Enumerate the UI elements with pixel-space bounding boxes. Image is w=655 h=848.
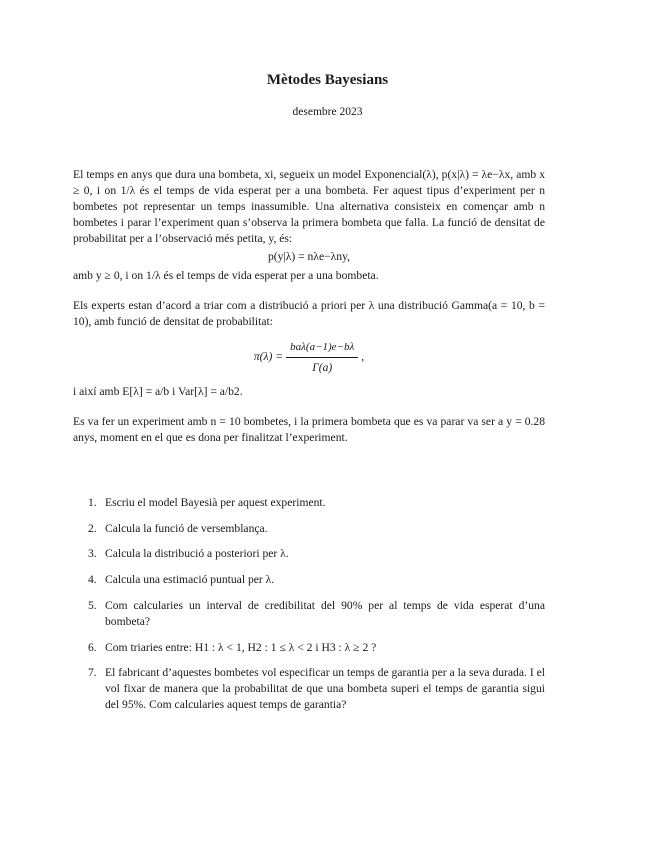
- list-item: [88, 598, 545, 630]
- experiment-paragraph: Es va fer un experiment amb n = 10 bombetes, i la primera bombeta que es va parar va ser a y = 0.28 anys, moment en el que es dona per finalitzat l’experiment.: [73, 415, 545, 445]
- list-item: [88, 521, 545, 537]
- prior-density-numerator: baλ(a−1)e−bλ: [286, 339, 358, 358]
- question-number: 4.: [88, 573, 97, 587]
- question-text: Calcula la funció de versemblança.: [105, 521, 268, 535]
- question-text: Escriu el model Bayesià per aquest experiment.: [105, 496, 326, 509]
- support-paragraph: amb y ≥ 0, i on 1/λ és el temps de vida esperat per a una bombeta.: [73, 268, 379, 282]
- question-number: 2.: [88, 521, 97, 535]
- question-text: Com triaries entre: H1 : λ < 1, H2 : 1 ≤ λ < 2 i H3 : λ ≥ 2 ?: [105, 640, 377, 654]
- question-text: El fabricant d’aquestes bombetes vol especificar un temps de garantia per a la seva durada. I el vol fixar de manera que la probabilitat de que una bombeta superi el temps de garantia sigui del 95%. Com calcularies aquest temps de garantia?: [105, 666, 545, 712]
- question-text: Calcula la distribució a posteriori per λ.: [105, 547, 289, 561]
- prior-density-lhs: π(λ) =: [253, 350, 284, 364]
- question-number: 7.: [88, 666, 97, 680]
- prior-moments-paragraph: i així amb E[λ] = a/b i Var[λ] = a/b2.: [73, 385, 243, 399]
- list-item: [88, 546, 545, 562]
- list-item: [88, 495, 545, 511]
- question-number: 6.: [88, 640, 97, 654]
- prior-density-equation: [73, 339, 545, 376]
- list-item: [88, 665, 545, 713]
- document-date: desembre 2023: [292, 106, 363, 118]
- question-number: 1.: [88, 496, 97, 509]
- question-text: Calcula una estimació puntual per λ.: [105, 573, 275, 587]
- question-text: Com calcularies un interval de credibilitat del 90% per al temps de vida esperat d’una bombeta?: [105, 598, 545, 628]
- prior-density-fraction: [286, 339, 358, 376]
- prior-paragraph: Els experts estan d’acord a triar com a distribució a priori per λ una distribució Gamma(a = 10, b = 10), amb funció de densitat de probabilitat:: [73, 298, 545, 328]
- prior-density-comma: ,: [361, 350, 365, 364]
- document-title: Mètodes Bayesians: [266, 72, 389, 88]
- question-number: 3.: [88, 547, 97, 561]
- list-item: [88, 572, 545, 588]
- intro-paragraph: El temps en anys que dura una bombeta, xi, segueix un model Exponencial(λ), p(x|λ) = λe−λx, amb x ≥ 0, i on 1/λ és el temps de vida esperat per a una bombeta. Fer aquest tipus d’experiment per n bombetes pot representar un temps inassumible. Una alternativa consisteix en començar amb n bombetes i parar l’experiment quan s’observa la primera bombeta que falla. La funció de densitat de probabilitat per a l’observació més petita, y, és:: [73, 168, 545, 246]
- prior-density-denominator: Γ(a): [312, 361, 333, 374]
- question-number: 5.: [88, 598, 97, 612]
- likelihood-equation: p(y|λ) = nλe−λny,: [267, 250, 351, 264]
- list-item: [88, 640, 545, 656]
- question-list: [88, 495, 545, 723]
- problem-statement: [73, 167, 545, 446]
